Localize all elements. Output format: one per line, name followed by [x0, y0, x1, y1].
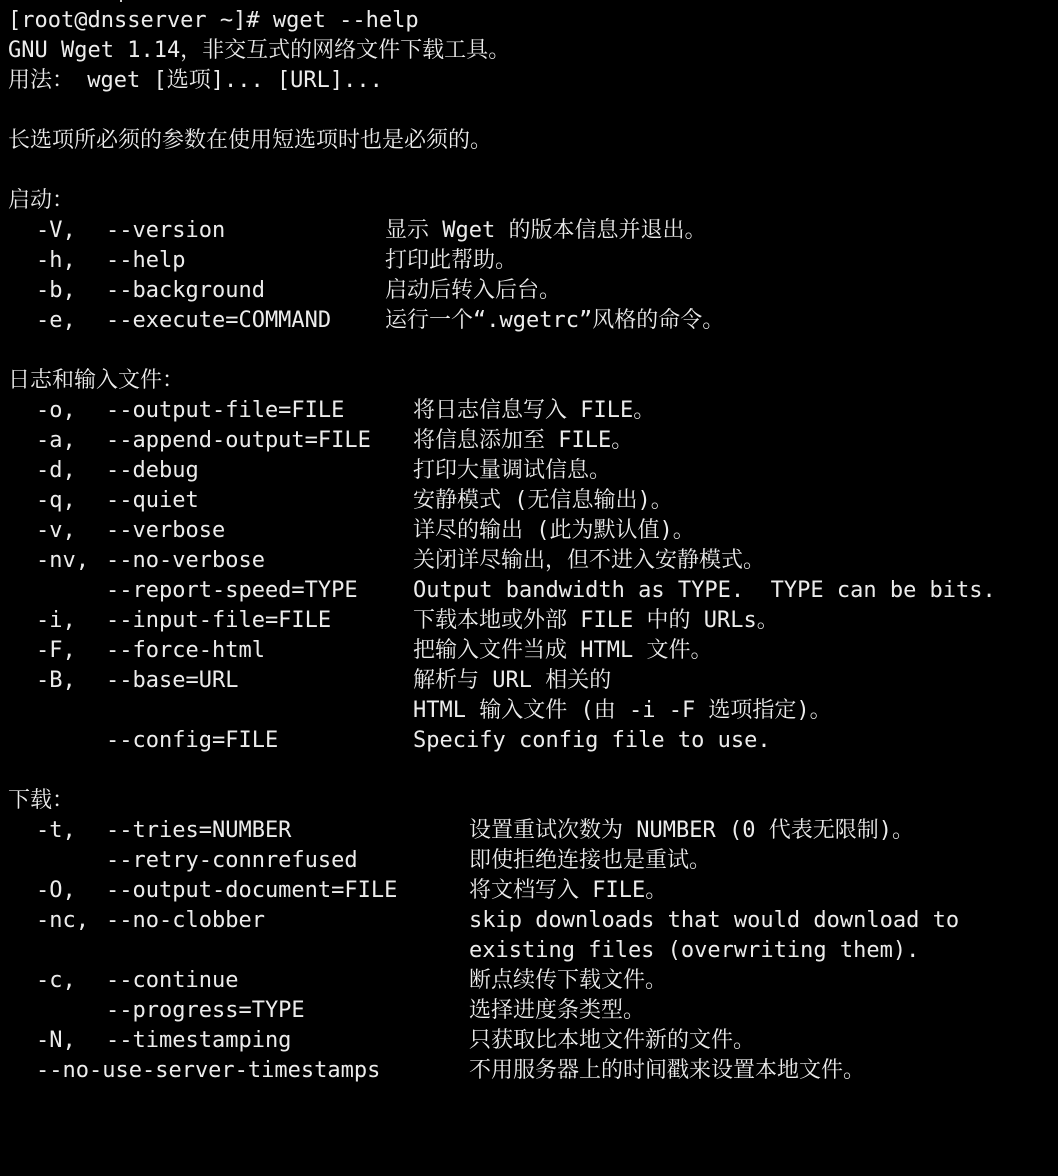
- option-row: [0, 636, 1058, 666]
- option-desc: 不用服务器上的时间戳来设置本地文件。: [469, 1058, 866, 1083]
- option-desc: 解析与 URL 相关的: [413, 668, 612, 693]
- scroll-artifact: [120, 0, 122, 2]
- option-desc: Output bandwidth as TYPE. TYPE can be bits.: [413, 578, 996, 603]
- option-row: [0, 846, 1058, 876]
- option-long: --version: [106, 218, 226, 243]
- version-line: GNU Wget 1.14，非交互式的网络文件下载工具。: [8, 38, 511, 63]
- option-long: --config=FILE: [106, 728, 279, 753]
- option-row: [0, 1056, 1058, 1086]
- option-desc: 将文档写入 FILE。: [469, 878, 668, 903]
- option-long: --tries=NUMBER: [106, 818, 292, 843]
- option-long: --output-document=FILE: [106, 878, 398, 903]
- option-short: -q,: [36, 488, 76, 513]
- option-long: --no-clobber: [106, 908, 265, 933]
- option-desc: 关闭详尽输出，但不进入安静模式。: [413, 548, 766, 573]
- option-row: [0, 456, 1058, 486]
- option-short: -N,: [36, 1028, 76, 1053]
- option-long: --help: [106, 248, 186, 273]
- option-long: --progress=TYPE: [106, 998, 305, 1023]
- option-desc: 安静模式 (无信息输出)。: [413, 488, 673, 513]
- option-row: [0, 426, 1058, 456]
- option-desc: 显示 Wget 的版本信息并退出。: [385, 218, 707, 243]
- option-row: [0, 516, 1058, 546]
- option-long: --debug: [106, 458, 199, 483]
- option-long: --continue: [106, 968, 239, 993]
- option-desc: 将日志信息写入 FILE。: [413, 398, 656, 423]
- option-short: -b,: [36, 278, 76, 303]
- option-desc: 选择进度条类型。: [469, 998, 646, 1023]
- option-long: --append-output=FILE: [106, 428, 371, 453]
- option-row: [0, 876, 1058, 906]
- option-short: -V,: [36, 218, 76, 243]
- option-row: [0, 216, 1058, 246]
- option-long: --no-use-server-timestamps: [36, 1058, 381, 1083]
- option-row: [0, 546, 1058, 576]
- option-row: [0, 696, 1058, 726]
- option-desc: 运行一个“.wgetrc”风格的命令。: [385, 308, 725, 333]
- option-long: --report-speed=TYPE: [106, 578, 358, 603]
- option-row: [0, 606, 1058, 636]
- option-desc: 即使拒绝连接也是重试。: [469, 848, 712, 873]
- option-row: [0, 666, 1058, 696]
- option-long: --no-verbose: [106, 548, 265, 573]
- option-long: --background: [106, 278, 265, 303]
- option-short: -t,: [36, 818, 76, 843]
- option-desc: 下载本地或外部 FILE 中的 URLs。: [413, 608, 779, 633]
- option-row: [0, 726, 1058, 756]
- option-desc: Specify config file to use.: [413, 728, 771, 753]
- option-short: -nc,: [36, 908, 89, 933]
- option-row: [0, 276, 1058, 306]
- option-desc: skip downloads that would download to: [469, 908, 960, 933]
- option-short: -O,: [36, 878, 76, 903]
- usage-line: 用法： wget [选项]... [URL]...: [8, 68, 383, 93]
- option-short: -nv,: [36, 548, 89, 573]
- option-desc: HTML 输入文件 (由 -i -F 选项指定)。: [413, 698, 832, 723]
- command-prompt: [root@dnsserver ~]# wget --help: [8, 8, 419, 33]
- option-long: --retry-connrefused: [106, 848, 358, 873]
- option-short: -i,: [36, 608, 76, 633]
- option-short: -d,: [36, 458, 76, 483]
- option-desc: 设置重试次数为 NUMBER (0 代表无限制)。: [469, 818, 914, 843]
- option-short: -a,: [36, 428, 76, 453]
- option-desc: 将信息添加至 FILE。: [413, 428, 634, 453]
- note-line: 长选项所必须的参数在使用短选项时也是必须的。: [8, 128, 493, 153]
- option-short: -e,: [36, 308, 76, 333]
- option-long: --verbose: [106, 518, 226, 543]
- section-title-download: 下载：: [8, 788, 75, 813]
- option-short: -F,: [36, 638, 76, 663]
- option-row: [0, 936, 1058, 966]
- section-title-startup: 启动：: [8, 188, 75, 213]
- option-row: [0, 966, 1058, 996]
- option-long: --quiet: [106, 488, 199, 513]
- option-desc: 把输入文件当成 HTML 文件。: [413, 638, 713, 663]
- option-long: --base=URL: [106, 668, 239, 693]
- option-row: [0, 396, 1058, 426]
- option-row: [0, 816, 1058, 846]
- option-row: [0, 906, 1058, 936]
- option-desc: 打印此帮助。: [385, 248, 518, 273]
- option-long: --execute=COMMAND: [106, 308, 332, 333]
- option-desc: 启动后转入后台。: [385, 278, 562, 303]
- option-desc: 只获取比本地文件新的文件。: [469, 1028, 756, 1053]
- option-long: --input-file=FILE: [106, 608, 332, 633]
- option-long: --force-html: [106, 638, 265, 663]
- option-row: [0, 576, 1058, 606]
- option-short: -c,: [36, 968, 76, 993]
- option-short: -h,: [36, 248, 76, 273]
- option-long: --timestamping: [106, 1028, 292, 1053]
- section-title-logging: 日志和输入文件：: [8, 368, 185, 393]
- option-desc: 打印大量调试信息。: [413, 458, 612, 483]
- option-desc: 断点续传下载文件。: [469, 968, 668, 993]
- option-row: [0, 1026, 1058, 1056]
- option-desc: existing files (overwriting them).: [469, 938, 920, 963]
- option-short: -B,: [36, 668, 76, 693]
- option-row: [0, 486, 1058, 516]
- option-row: [0, 996, 1058, 1026]
- option-short: -v,: [36, 518, 76, 543]
- option-short: -o,: [36, 398, 76, 423]
- option-row: [0, 246, 1058, 276]
- option-long: --output-file=FILE: [106, 398, 345, 423]
- option-desc: 详尽的输出 (此为默认值)。: [413, 518, 695, 543]
- option-row: [0, 306, 1058, 336]
